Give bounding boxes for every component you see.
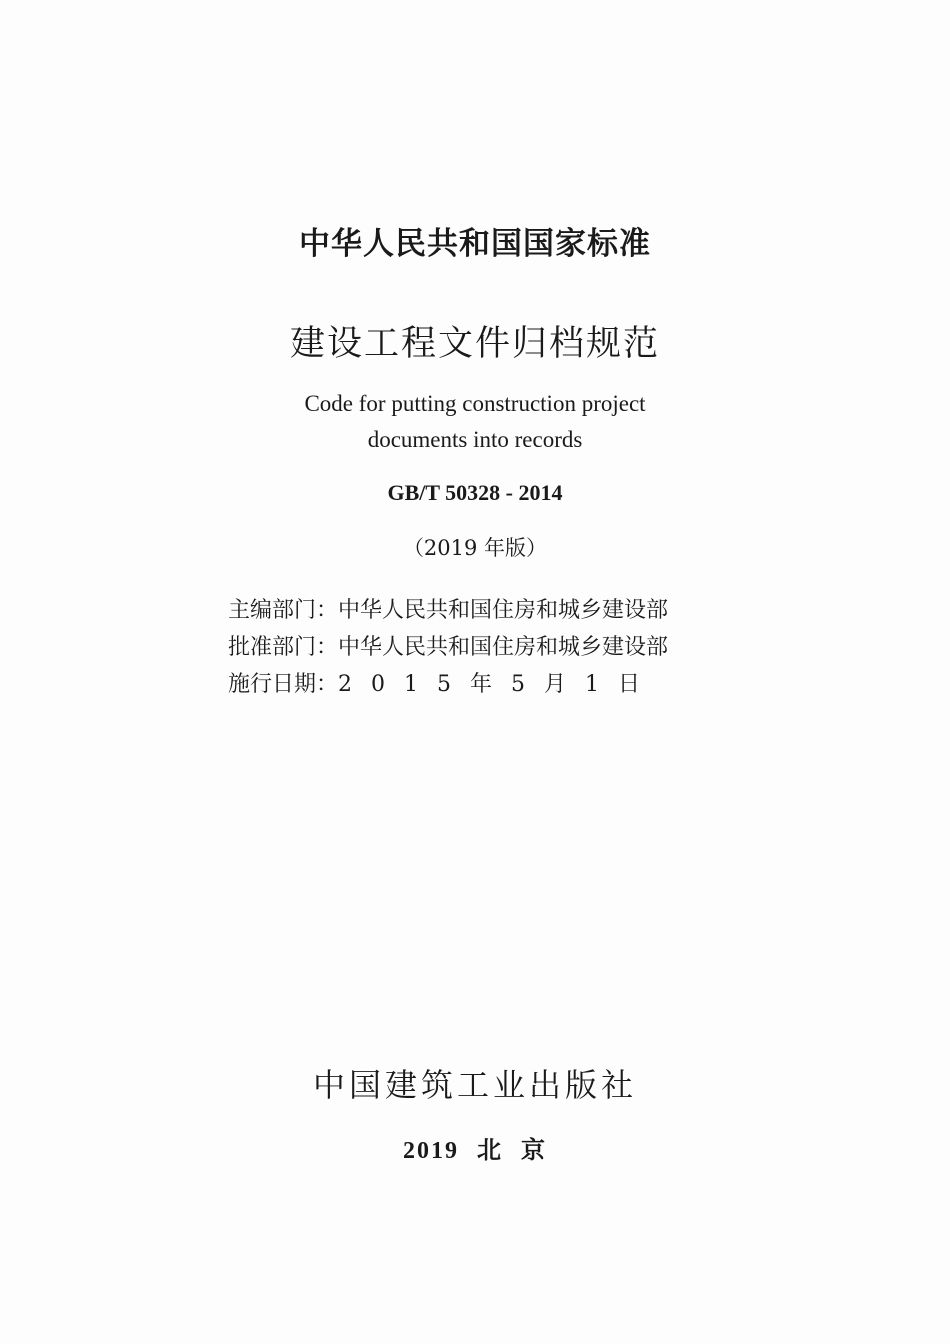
publication-year-place: 2019 北 京 bbox=[403, 1138, 547, 1164]
approval-label: 批准部门： bbox=[228, 635, 339, 660]
national-standard-heading: 中华人民共和国国家标准 bbox=[299, 226, 651, 262]
publisher-name: 中国建筑工业出版社 bbox=[312, 1066, 637, 1104]
title-english-line-1: Code for putting construction project bbox=[304, 391, 646, 416]
standard-number: GB/T 50328 - 2014 bbox=[387, 480, 563, 505]
document-title-english bbox=[0, 386, 950, 458]
approval-row bbox=[228, 629, 668, 666]
edition-label: （2019 年版） bbox=[402, 536, 548, 560]
title-english-line-2: documents into records bbox=[367, 427, 583, 452]
chief-editor-value: 中华人民共和国住房和城乡建设部 bbox=[338, 598, 669, 623]
chief-editor-row bbox=[228, 592, 668, 629]
publication-info bbox=[228, 592, 668, 703]
effective-date-row bbox=[228, 666, 668, 703]
effective-date-value: 2015年5月1日 bbox=[338, 672, 659, 697]
chief-editor-label: 主编部门： bbox=[228, 598, 339, 623]
effective-date-label: 施行日期： bbox=[228, 672, 339, 697]
approval-value: 中华人民共和国住房和城乡建设部 bbox=[338, 635, 669, 660]
document-title-chinese: 建设工程文件归档规范 bbox=[289, 324, 660, 364]
